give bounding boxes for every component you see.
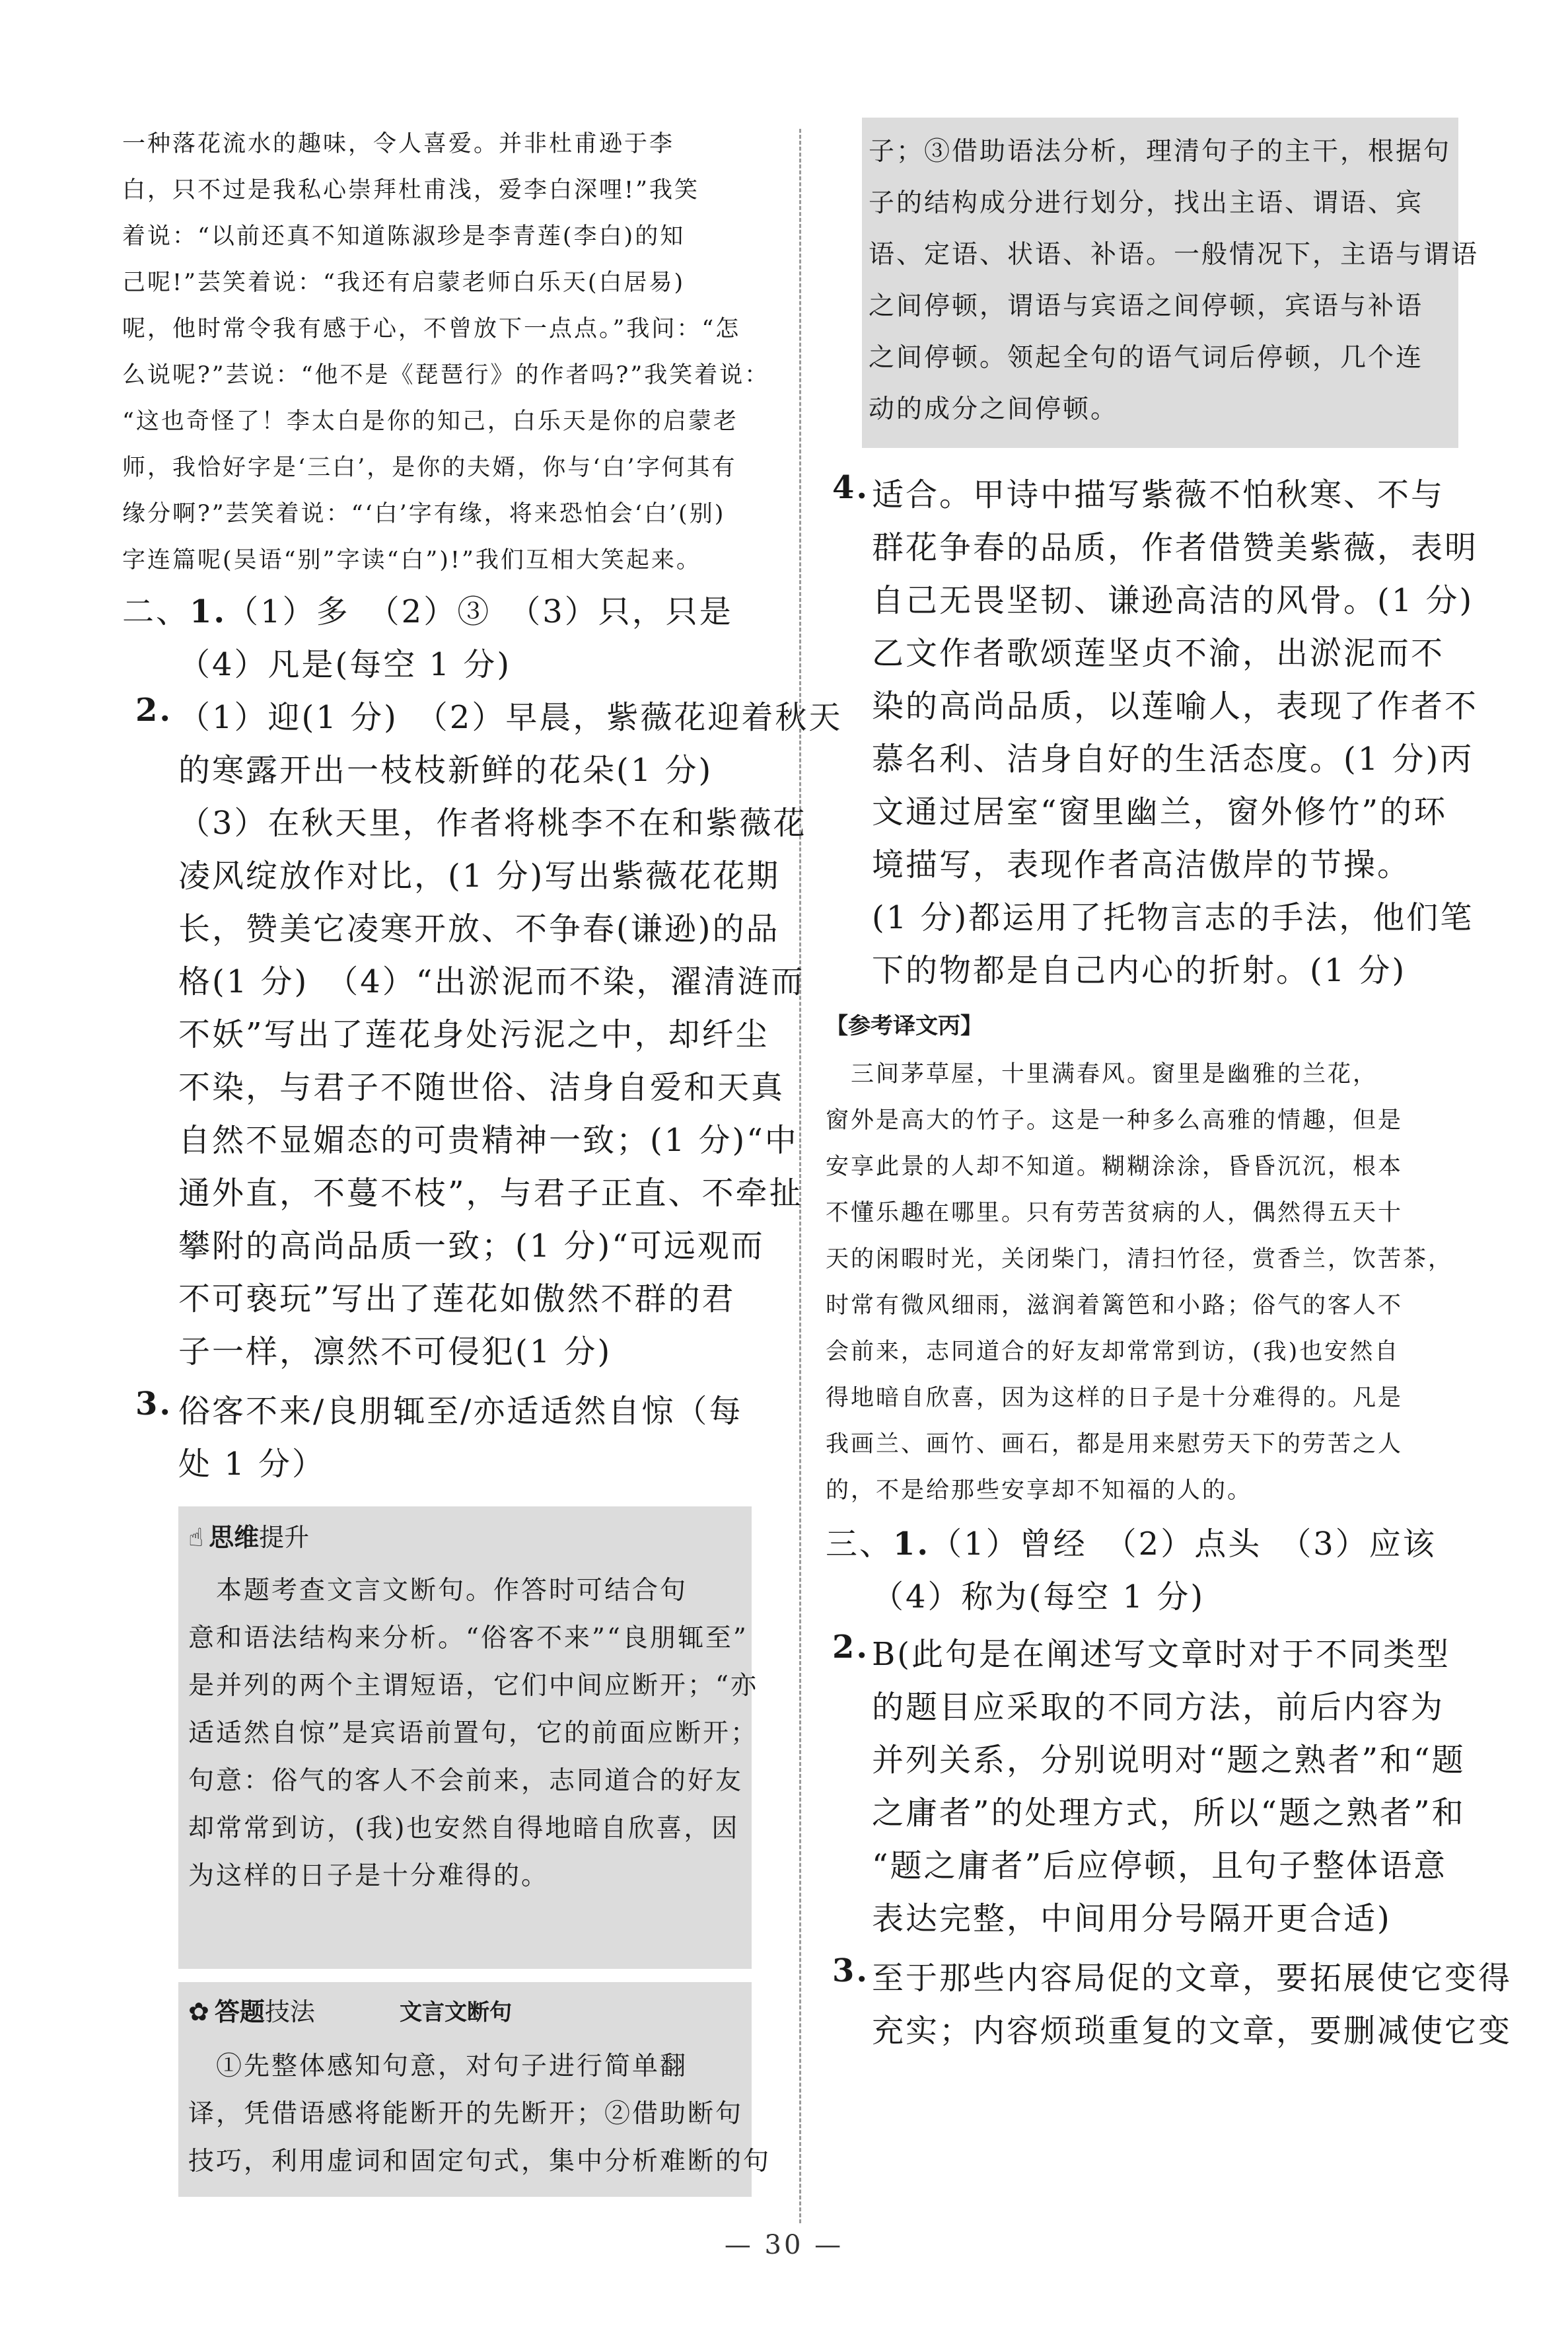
answer-line: 不染，与君子不随世俗、洁身自爱和天真 xyxy=(178,1069,785,1106)
intro-line: 师，我恰好字是‘三白’，是你的夫婿，你与‘白’字何其有 xyxy=(122,455,737,481)
answer-line: 染的高尚品质，以莲喻人，表现了作者不 xyxy=(872,688,1479,725)
reference-line: 窗外是高大的竹子。这是一种多么高雅的情趣，但是 xyxy=(826,1107,1404,1134)
intro-line: 缘分啊?”芸笑着说：“‘白’字有缘，将来恐怕会‘白’(别) xyxy=(122,501,726,527)
answer-line: 下的物都是自己内心的折射。(1 分) xyxy=(872,952,1407,989)
answer-line: 表达完整，中间用分号隔开更合适) xyxy=(872,1900,1392,1937)
question-number: 2. xyxy=(832,1629,870,1666)
box-line: 为这样的日子是十分难得的。 xyxy=(188,1861,550,1891)
reference-line: 得地暗自欣喜，因为这样的日子是十分难得的。凡是 xyxy=(826,1385,1404,1411)
answer-line: （1）迎(1 分) （2）早晨，紫薇花迎着秋天 xyxy=(178,699,843,736)
answer-line: 自己无畏坚韧、谦逊高洁的风骨。(1 分) xyxy=(872,582,1474,619)
answer-line: 通外直，不蔓不枝”，与君子正直、不牵扯 xyxy=(178,1175,803,1212)
answer-line: 攀附的高尚品质一致；(1 分)“可远观而 xyxy=(178,1228,765,1265)
answer-line: 群花争春的品质，作者借赞美紫薇，表明 xyxy=(872,529,1479,566)
answer-line: 子一样，凛然不可侵犯(1 分) xyxy=(178,1333,612,1370)
answer-line: 充实；内容烦琐重复的文章，要删减使它变 xyxy=(872,2012,1513,2049)
intro-line: 呢，他时常令我有感于心，不曾放下一点点。”我问：“怎 xyxy=(122,316,741,342)
intro-line: 么说呢?”芸说：“他不是《琵琶行》的作者吗?”我笑着说： xyxy=(122,362,770,388)
answer-line: 凌风绽放作对比，(1 分)写出紫薇花花期 xyxy=(178,858,781,895)
box-line: 本题考查文言文断句。作答时可结合句 xyxy=(188,1576,688,1605)
reference-line: 三间茅草屋，十里满春风。窗里是幽雅的兰花， xyxy=(826,1061,1378,1088)
box-line: ①先整体感知句意，对句子进行简单翻 xyxy=(188,2051,688,2081)
answer-line: （3）在秋天里，作者将桃李不在和紫薇花 xyxy=(178,805,807,842)
reference-line: 的，不是给那些安享却不知福的人的。 xyxy=(826,1477,1253,1504)
question-number: 3. xyxy=(135,1385,173,1422)
answer-line: 格(1 分) （4）“出淤泥而不染，濯清涟而 xyxy=(178,963,805,1000)
answer-line: 适合。甲诗中描写紫薇不怕秋寒、不与 xyxy=(872,476,1445,513)
box-line: 动的成分之间停顿。 xyxy=(869,394,1119,424)
box-line: 适适然自惊”是宾语前置句，它的前面应断开； xyxy=(188,1718,758,1748)
answer-line: 慕名利、洁身自好的生活态度。(1 分)丙 xyxy=(872,741,1474,778)
reference-translation-title: 【参考译文丙】 xyxy=(826,1013,983,1039)
intro-line: 一种落花流水的趣味，令人喜爱。并非杜甫逊于李 xyxy=(122,131,675,157)
box-line: 之间停顿。领起全句的语气词后停顿，几个连 xyxy=(869,343,1424,373)
answer-line: 不妖”写出了莲花身处污泥之中，却纤尘 xyxy=(178,1016,769,1053)
gear-flower-icon: ✿ xyxy=(188,1997,209,2026)
box-line: 句意：俗气的客人不会前来，志同道合的好友 xyxy=(188,1766,744,1796)
page-number: — 30 — xyxy=(724,2230,844,2260)
thinking-box-title: ☝ 思维提升 xyxy=(188,1523,310,1552)
answer-line: 处 1 分） xyxy=(178,1446,326,1483)
box-line: 语、定语、状语、补语。一般情况下，主语与谓语 xyxy=(869,240,1479,270)
reference-line: 会前来，志同道合的好友却常常到访，(我)也安然自 xyxy=(826,1339,1400,1365)
box-line: 译，凭借语感将能断开的先断开；②借助断句 xyxy=(188,2099,744,2129)
box-line: 技巧，利用虚词和固定句式，集中分析难断的句 xyxy=(188,2147,771,2176)
intro-line: 字连篇呢(吴语“别”字读“白”)!”我们互相大笑起来。 xyxy=(122,547,701,573)
answer-line: （4）凡是(每空 1 分) xyxy=(178,646,512,683)
intro-line: “这也奇怪了！李太白是你的知己，白乐天是你的启蒙老 xyxy=(122,408,738,435)
answer-line: 不可亵玩”写出了莲花如傲然不群的君 xyxy=(178,1280,736,1317)
answer-line: 至于那些内容局促的文章，要拓展使它变得 xyxy=(872,1960,1513,1997)
answer-line: “题之庸者”后应停顿，且句子整体语意 xyxy=(872,1847,1448,1884)
answer-line: B(此句是在阐述写文章时对于不同类型 xyxy=(872,1636,1451,1673)
intro-line: 着说：“以前还真不知道陈淑珍是李青莲(李白)的知 xyxy=(122,223,686,250)
reference-line: 不懂乐趣在哪里。只有劳苦贫病的人，偶然得五天十 xyxy=(826,1200,1404,1226)
answer-line: 之庸者”的处理方式，所以“题之熟者”和 xyxy=(872,1794,1466,1831)
question-number: 4. xyxy=(832,469,870,506)
box-line: 意和语法结构来分析。“俗客不来”“良朋辄至” xyxy=(188,1623,748,1653)
answer-line: (1 分)都运用了托物言志的手法，他们笔 xyxy=(872,899,1474,936)
reference-line: 天的闲暇时光，关闭柴门，清扫竹径，赏香兰，饮苦茶， xyxy=(826,1246,1454,1273)
answer-line: 的寒露开出一枝枝新鲜的花朵(1 分) xyxy=(178,752,713,789)
reference-line: 安享此景的人却不知道。糊糊涂涂，昏昏沉沉，根本 xyxy=(826,1154,1404,1180)
question-number: 3. xyxy=(832,1952,870,1989)
box-line: 是并列的两个主谓短语，它们中间应断开；“亦 xyxy=(188,1671,758,1701)
technique-box-title: ✿ 答题技法 xyxy=(188,1997,315,2026)
intro-line: 白，只不过是我私心崇拜杜甫浅，爱李白深哩!”我笑 xyxy=(122,177,699,203)
section-label: 二、1.（1）多 （2）③ （3）只，只是 xyxy=(122,593,733,630)
thumbs-up-icon: ☝ xyxy=(188,1523,204,1552)
box-line: 却常常到访，(我)也安然自得地暗自欣喜，因 xyxy=(188,1814,740,1843)
box-line: 之间停顿，谓语与宾语之间停顿，宾语与补语 xyxy=(869,291,1424,321)
box-line: 子；③借助语法分析，理清句子的主干，根据句 xyxy=(869,137,1452,166)
reference-line: 我画兰、画竹、画石，都是用来慰劳天下的劳苦之人 xyxy=(826,1431,1404,1458)
answer-line: 文通过居室“窗里幽兰，窗外修竹”的环 xyxy=(872,793,1448,830)
reference-line: 时常有微风细雨，滋润着篱笆和小路；俗气的客人不 xyxy=(826,1292,1404,1319)
box-line: 子的结构成分进行划分，找出主语、谓语、宾 xyxy=(869,188,1424,218)
question-number: 2. xyxy=(135,692,173,729)
answer-line: 境描写，表现作者高洁傲岸的节操。 xyxy=(872,846,1411,883)
answer-line: （4）称为(每空 1 分) xyxy=(872,1578,1205,1615)
answer-line: 并列关系，分别说明对“题之熟者”和“题 xyxy=(872,1742,1466,1779)
answer-line: 长，赞美它凌寒开放、不争春(谦逊)的品 xyxy=(178,910,780,947)
answer-line: 自然不显媚态的可贵精神一致；(1 分)“中 xyxy=(178,1122,799,1159)
intro-line: 己呢!”芸笑着说：“我还有启蒙老师白乐天(白居易) xyxy=(122,270,686,296)
answer-line: 俗客不来/良朋辄至/亦适适然自惊（每 xyxy=(178,1393,743,1430)
answer-line: 乙文作者歌颂莲坚贞不渝，出淤泥而不 xyxy=(872,635,1445,672)
technique-subtitle: 文言文断句 xyxy=(400,1999,512,2026)
answer-line: 的题目应采取的不同方法，前后内容为 xyxy=(872,1689,1445,1726)
section-label: 三、1.（1）曾经 （2）点头 （3）应该 xyxy=(826,1526,1437,1563)
